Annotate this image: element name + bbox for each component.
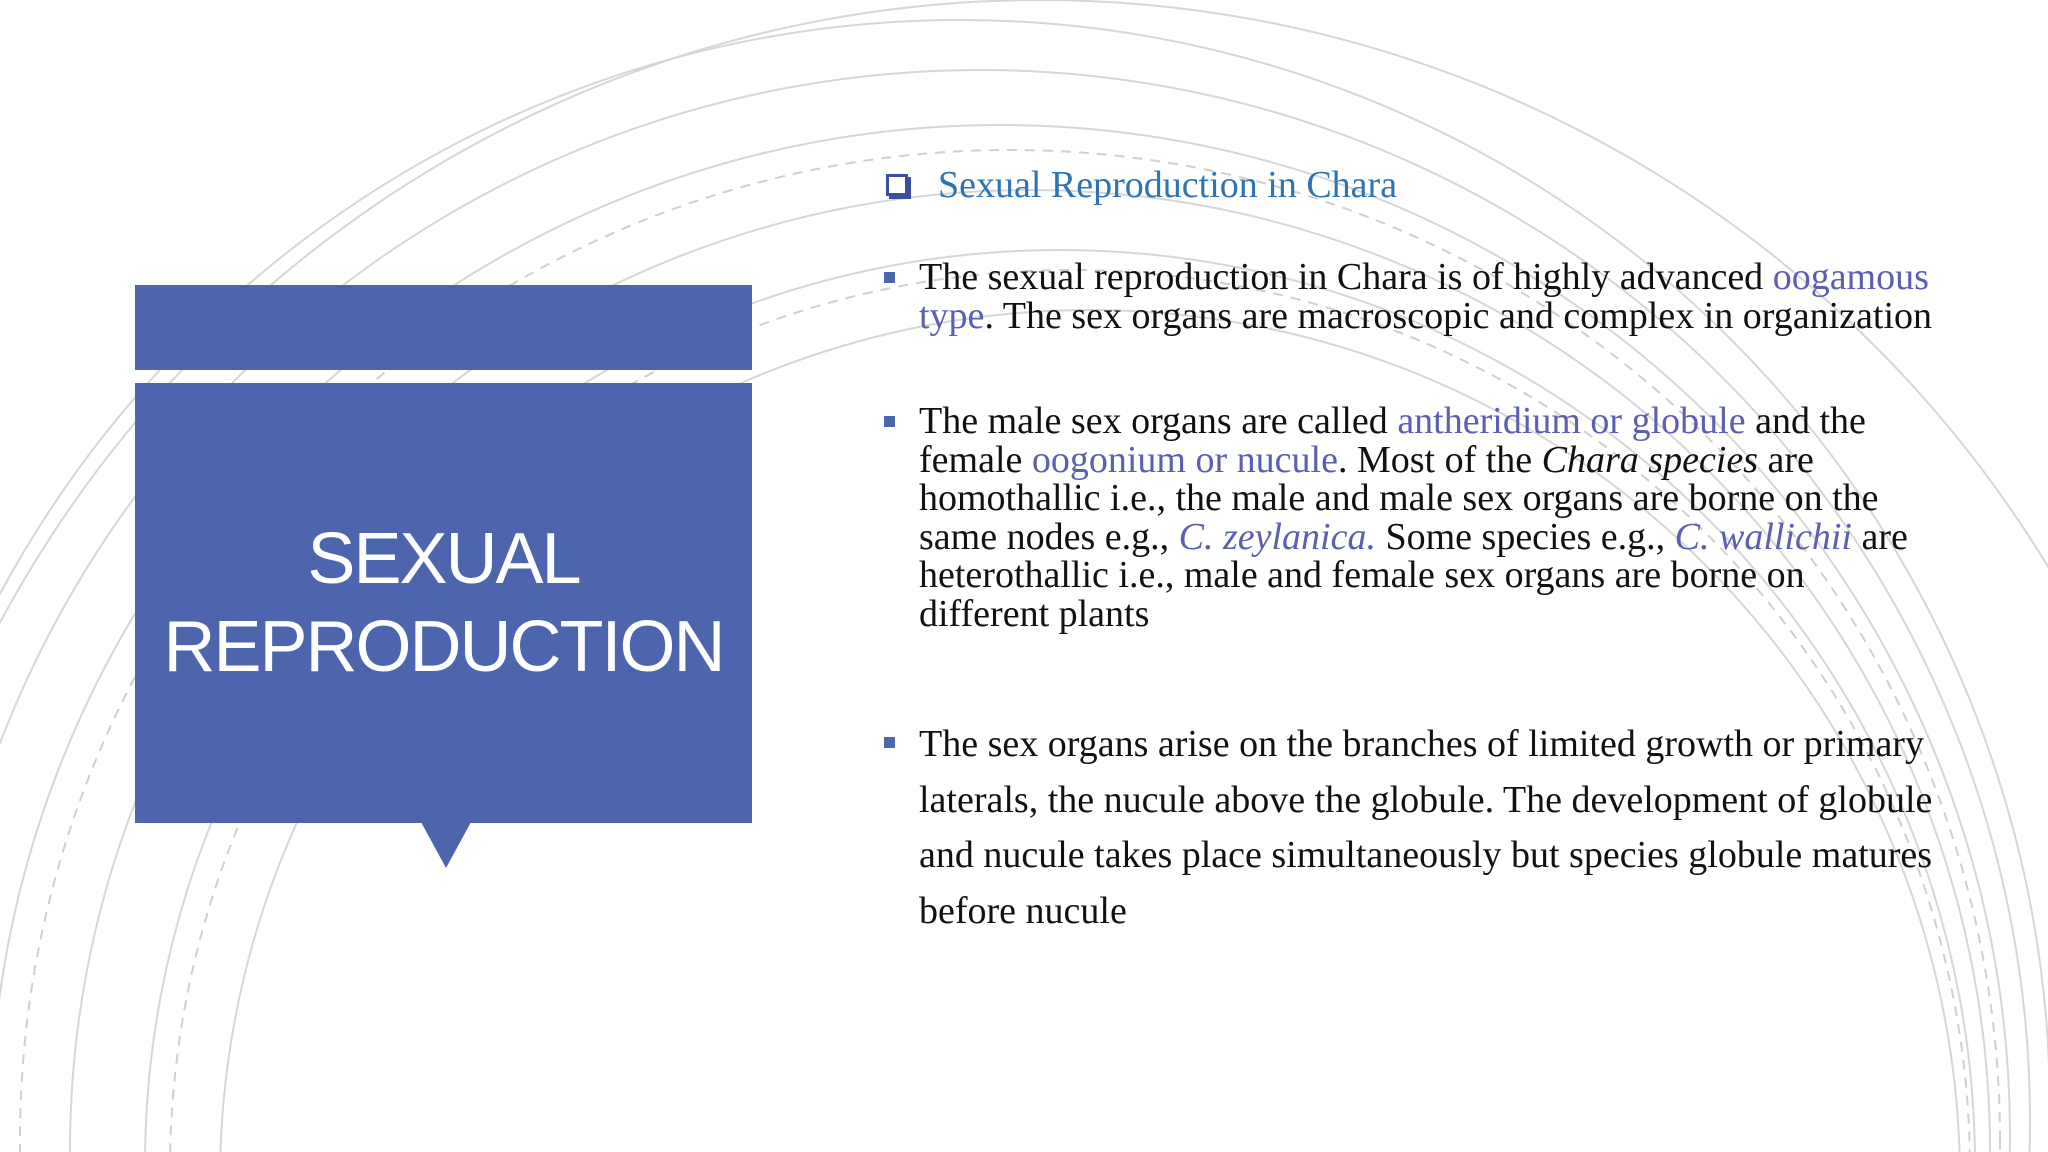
square-bullet-icon bbox=[884, 737, 895, 748]
bullet-text-segment: The male sex organs are called bbox=[919, 400, 1398, 442]
square-bullet-icon bbox=[884, 416, 895, 427]
bullet-item bbox=[884, 258, 1944, 335]
bullet-text-segment: and the female bbox=[919, 400, 1866, 481]
bullet-text-segment: . The sex organs are macroscopic and complex in organization bbox=[984, 294, 1933, 337]
slide-title-line-1: SEXUAL bbox=[307, 519, 580, 599]
callout-pointer bbox=[421, 822, 471, 868]
bullet-text-segment: The sexual reproduction in Chara is of highly advanced bbox=[919, 256, 1773, 298]
highlighted-term: oogonium or nucule bbox=[1031, 438, 1338, 481]
bullet-text: The sex organs arise on the branches of limited growth or primary laterals, the nucule above the globule. The development of globule and nucule takes place simultaneously but species globule matures before nucule bbox=[919, 723, 1933, 932]
square-bullet-icon bbox=[884, 272, 895, 283]
highlighted-species-name: C. zeylanica. bbox=[1178, 515, 1376, 558]
highlighted-species-name: C. wallichii bbox=[1674, 515, 1852, 558]
bullet-text-segment: are homothallic i.e., the male and male sex organs are borne on the same nodes e.g., bbox=[919, 438, 1879, 558]
bullet-item bbox=[884, 402, 1944, 633]
bullet-text bbox=[919, 258, 1939, 335]
content-area bbox=[884, 160, 1944, 939]
bullet-text-segment: . Most of the bbox=[1337, 438, 1542, 481]
title-accent-bar bbox=[135, 285, 752, 370]
italic-term: Chara species bbox=[1541, 438, 1759, 481]
slide-title bbox=[163, 515, 723, 691]
section-heading-text: Sexual Reproduction in Chara bbox=[938, 164, 1398, 206]
bullet-text-segment: are heterothallic i.e., male and female sex organs are borne on different plants bbox=[919, 515, 1908, 635]
highlighted-term: oogamous type bbox=[919, 256, 1929, 337]
checkbox-square-icon bbox=[886, 174, 908, 196]
slide-title-line-2: REPRODUCTION bbox=[163, 607, 724, 687]
bullet-item bbox=[884, 717, 1944, 939]
highlighted-term: antheridium or globule bbox=[1397, 400, 1746, 442]
bullet-text bbox=[919, 402, 1939, 633]
section-heading bbox=[884, 160, 1944, 210]
title-callout-box bbox=[135, 383, 752, 823]
bullet-text-segment: Some species e.g., bbox=[1375, 515, 1675, 558]
